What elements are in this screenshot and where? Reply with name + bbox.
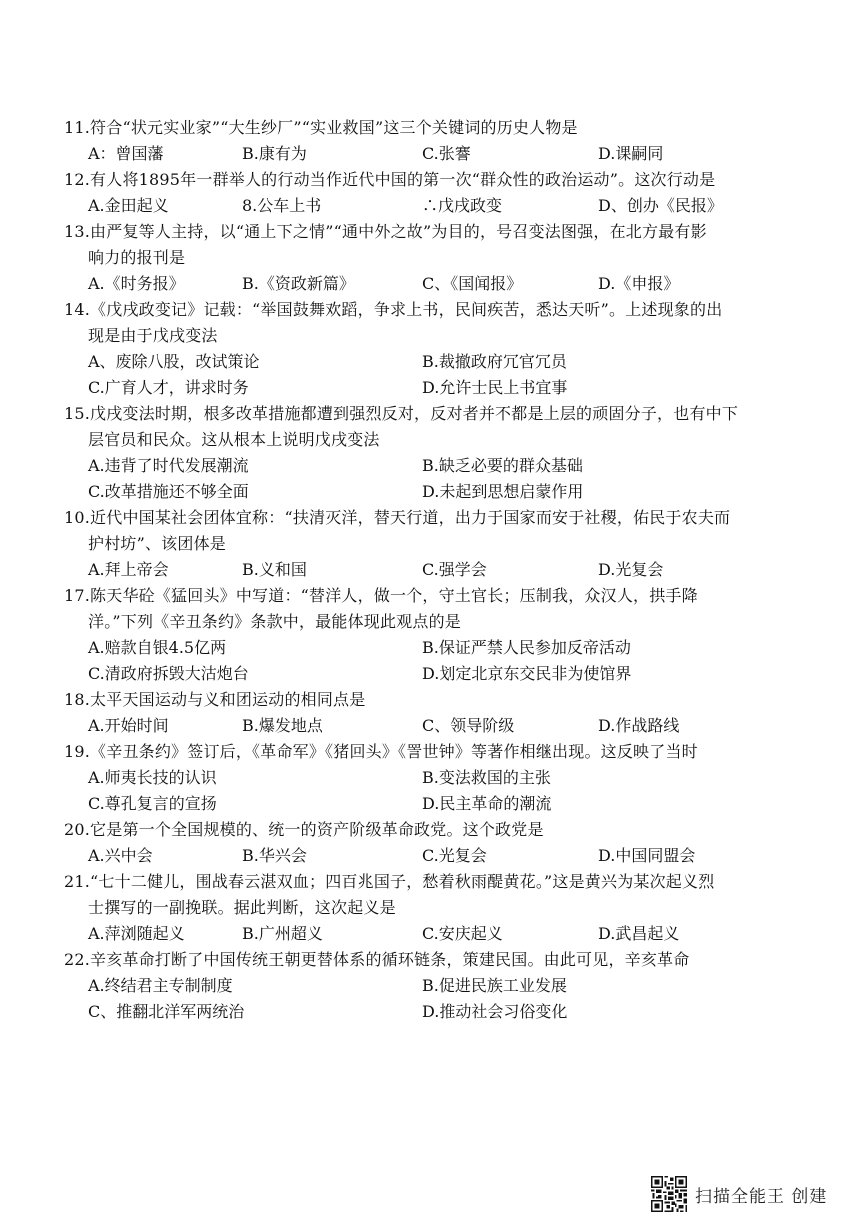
answer-option: B.变法救国的主张 — [422, 768, 551, 787]
options-row — [64, 349, 824, 375]
answer-option: A.金田起义 — [88, 196, 169, 215]
answer-option: B.华兴会 — [242, 846, 307, 865]
answer-option: C.安庆起义 — [422, 924, 503, 943]
question-stem-continued: 护村坊”、该团体是 — [88, 534, 226, 553]
options-row — [64, 635, 824, 661]
answer-option: A、废除八股，改试策论 — [88, 352, 260, 371]
answer-option: D、创办《民报》 — [598, 196, 723, 215]
question-block — [64, 947, 824, 1025]
scanner-watermark-text: 扫描全能王 创建 — [695, 1186, 828, 1207]
answer-option: A：曾国藩 — [88, 144, 164, 163]
question-block — [64, 219, 824, 297]
answer-option: A.萍浏随起义 — [88, 924, 185, 943]
question-stem-continued: 层官员和民众。这从根本上说明戊戌变法 — [88, 430, 380, 449]
question-stem: 18.太平天国运动与义和团运动的相同点是 — [64, 690, 366, 709]
question-stem-continued: 洋。”下列《辛丑条约》条款中，最能体现此观点的是 — [88, 612, 461, 631]
options-row — [64, 661, 824, 687]
answer-option: C.清政府拆毁大沽炮台 — [88, 664, 249, 683]
answer-option: D.未起到思想启蒙作用 — [422, 482, 584, 501]
question-block — [64, 167, 824, 219]
question-block — [64, 687, 824, 739]
answer-option: D.民主革命的潮流 — [422, 794, 552, 813]
question-stem: 13.由严复等人主持，以“通上下之情”“通中外之故”为目的，号召变法图强，在北方最有影 — [64, 222, 707, 241]
answer-option: C.强学会 — [422, 560, 487, 579]
answer-option: C.光复会 — [422, 846, 487, 865]
question-stem: 12.有人将1895年一群举人的行动当作近代中国的第一次“群众性的政治运动”。这次行动是 — [64, 170, 716, 189]
answer-option: C、领导阶级 — [422, 716, 515, 735]
answer-option: C.广育人才，讲求时务 — [88, 378, 249, 397]
answer-option: D.光复会 — [598, 560, 664, 579]
question-stem: 17.陈天华砼《猛回头》中写道：“替洋人，做一个，守土官长；压制我，众汉人，拱手降 — [64, 586, 698, 605]
answer-option: C.尊孔复言的宣扬 — [88, 794, 217, 813]
options-row — [64, 141, 824, 167]
question-stem: 10.近代中国某社会团体宜称：“扶清灭洋，替天行道，出力于国家而安于社稷，佑民于农夫而 — [64, 508, 731, 527]
answer-option: C、《国闻报》 — [422, 274, 523, 293]
options-row — [64, 713, 824, 739]
answer-option: D.允许士民上书宜事 — [422, 378, 568, 397]
question-stem-continued: 士撰写的一副挽联。据此判断，这次起义是 — [88, 898, 396, 917]
answer-option: B.义和国 — [242, 560, 307, 579]
answer-option: D.划定北京东交民非为使馆界 — [422, 664, 632, 683]
scanner-watermark — [651, 1176, 827, 1212]
answer-option: B.康有为 — [242, 144, 307, 163]
answer-option: D.推动社会习俗变化 — [422, 1002, 568, 1021]
answer-option: B.促进民族工业发展 — [422, 976, 567, 995]
options-row — [64, 479, 824, 505]
question-block — [64, 401, 824, 505]
question-stem: 19.《辛丑条约》签订后，《革命军》《猪回头》《詈世钟》等著作相继出现。这反映了当时 — [64, 742, 698, 761]
question-stem: 11.符合“状元实业家”“大生纱厂”“实业救国”这三个关键词的历史人物是 — [64, 118, 578, 137]
question-block — [64, 297, 824, 401]
question-stem-continued: 响力的报刊是 — [88, 248, 186, 267]
answer-option: B.保证严禁人民参加反帝活动 — [422, 638, 631, 657]
question-block — [64, 817, 824, 869]
options-row — [64, 453, 824, 479]
options-row — [64, 973, 824, 999]
answer-option: ∴戊戌政变 — [422, 196, 503, 215]
question-stem-continued: 现是由于戊戌变法 — [88, 326, 218, 345]
answer-option: D.中国同盟会 — [598, 846, 696, 865]
options-row — [64, 791, 824, 817]
answer-option: D.课嗣同 — [598, 144, 664, 163]
answer-option: A.《时务报》 — [88, 274, 185, 293]
answer-option: C、推翻北洋军两统治 — [88, 1002, 245, 1021]
answer-option: A.拜上帝会 — [88, 560, 169, 579]
answer-option: D.武昌起义 — [598, 924, 680, 943]
options-row — [64, 999, 824, 1025]
qr-code-icon — [651, 1176, 687, 1212]
answer-option: B.《资政新篇》 — [242, 274, 355, 293]
answer-option: A.赔款自银4.5亿两 — [88, 638, 227, 657]
options-row — [64, 193, 824, 219]
question-block — [64, 505, 824, 583]
answer-option: B.广州超义 — [242, 924, 323, 943]
answer-option: B.裁撤政府冗官冗员 — [422, 352, 567, 371]
answer-option: C.张謇 — [422, 144, 471, 163]
question-block — [64, 869, 824, 947]
question-block — [64, 583, 824, 687]
options-row — [64, 843, 824, 869]
options-row — [64, 765, 824, 791]
options-row — [64, 271, 824, 297]
question-stem: 15.戊戌变法时期，根多改革措施都遭到强烈反对，反对者并不都是上层的顽固分子，也有中下 — [64, 404, 739, 423]
answer-option: A.开始时间 — [88, 716, 169, 735]
answer-option: C.改革措施还不够全面 — [88, 482, 249, 501]
question-block — [64, 115, 824, 167]
options-row — [64, 921, 824, 947]
answer-option: B.爆发地点 — [242, 716, 323, 735]
question-stem: 14.《戊戌政变记》记载：“举国鼓舞欢蹈，争求上书，民间疾苦，悉达天听”。上述现象的出 — [64, 300, 723, 319]
answer-option: D.作战路线 — [598, 716, 680, 735]
answer-option: A.师夷长技的认识 — [88, 768, 217, 787]
answer-option: D.《申报》 — [598, 274, 680, 293]
options-row — [64, 557, 824, 583]
answer-option: A.终结君主专制制度 — [88, 976, 233, 995]
answer-option: 8.公车上书 — [242, 196, 322, 215]
question-block — [64, 739, 824, 817]
answer-option: A.违背了时代发展潮流 — [88, 456, 249, 475]
question-stem: 21.“七十二健儿，围战春云湛双血；四百兆国子，愁着秋雨醍黄花。”这是黄兴为某次起义烈 — [64, 872, 715, 891]
question-stem: 20.它是第一个全国规模的、统一的资产阶级革命政党。这个政党是 — [64, 820, 544, 839]
question-stem: 22.辛亥革命打断了中国传统王朝更替体系的循环链条，策建民国。由此可见，辛亥革命 — [64, 950, 690, 969]
answer-option: B.缺乏必要的群众基础 — [422, 456, 583, 475]
answer-option: A.兴中会 — [88, 846, 153, 865]
options-row — [64, 375, 824, 401]
